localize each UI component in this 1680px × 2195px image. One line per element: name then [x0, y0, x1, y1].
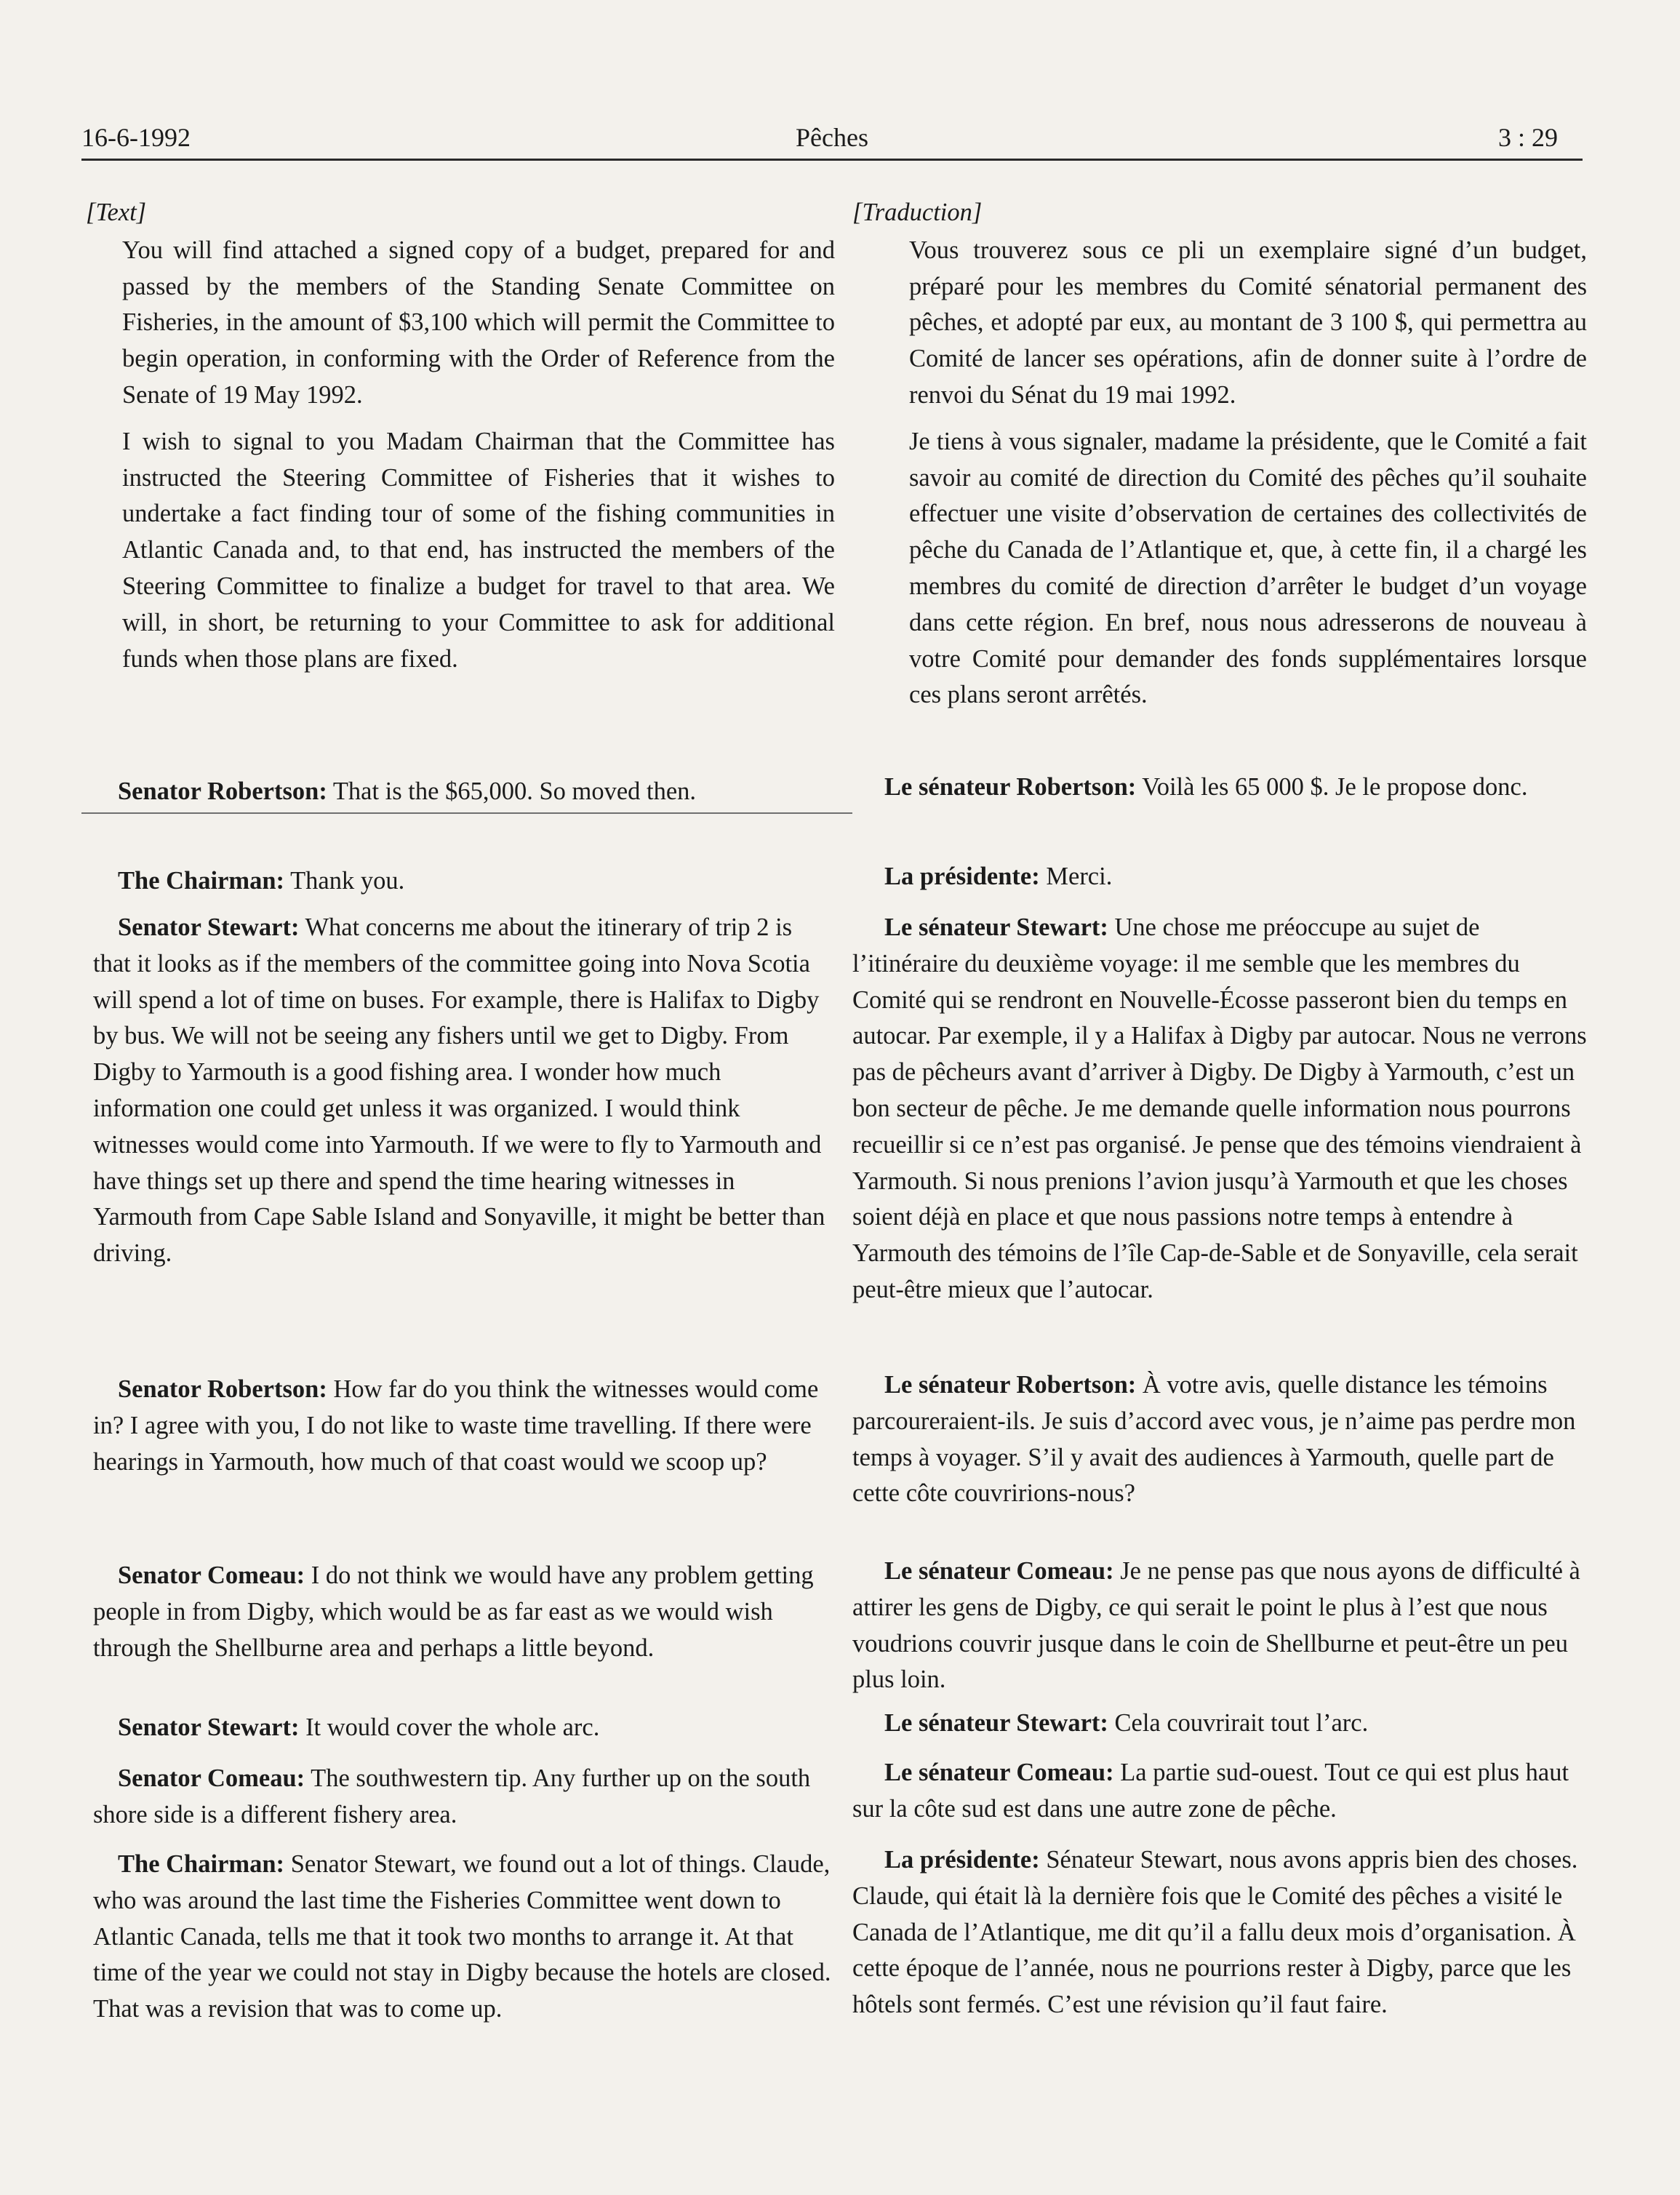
speech-text: What concerns me about the itinerary of trip 2 is that it looks as if the members of the committee going into Nova Scotia will spend a lot of time on buses. For example, there is Halifax to Digby by bus. We will not be seeing any fishers until we get to Digby. From Digby to Yarmouth is a good fishing area. I wonder how much information one could get unless it was organized. I would think witnesses would come into Yarmouth. If we were to fly to Yarmouth and have things set up there and spend the time hearing witnesses in Yarmouth from Cape Sable Island and Sonyaville, it might be better than driving. [93, 913, 825, 1268]
speech-text-fr: Merci. [1039, 863, 1113, 890]
letter-paragraph-1-fr: Vous trouverez sous ce pli un exemplaire signé d’un budget, préparé pour les membres du Comité sénatorial permanent des pêches, et adopté par eux, au montant de 3 100 $, qui permettra au Comité de lancer ses opérations, afin de donner suite à l’ordre de renvoi du Sénat du 19 mai 1992. [909, 236, 1587, 409]
french-column [852, 195, 1587, 713]
speaker-name-fr: La présidente: [884, 1846, 1040, 1874]
speaker-name: Senator Comeau: [118, 1764, 305, 1792]
speech-turn [93, 1710, 835, 1746]
speaker-name: Senator Comeau: [118, 1562, 305, 1589]
speaker-name: Senator Robertson: [118, 777, 327, 805]
speaker-name: The Chairman: [118, 867, 285, 895]
speech-turn [93, 774, 835, 810]
speech-turn [93, 910, 835, 1272]
speech-turn [93, 1372, 835, 1480]
speaker-name: The Chairman: [118, 1850, 285, 1878]
speech-turn-fr [852, 1554, 1587, 1698]
header-date: 16-6-1992 [81, 123, 191, 152]
speech-text-fr: Cela couvrirait tout l’arc. [1108, 1709, 1369, 1737]
speech-text: Senator Stewart, we found out a lot of things. Claude, who was around the last time the Fisheries Committee went down to Atlantic Canada, tells me that it took two months to arrange it. At that time of the year we could not stay in Digby because the hotels are closed. That was a revision that was to come up. [93, 1850, 831, 2023]
letter-paragraph-1: You will find attached a signed copy of a budget, prepared for and passed by the members of the Standing Senate Committee on Fisheries, in the amount of $3,100 which will permit the Committee to begin operation, in conforming with the Order of Reference from the Senate of 19 May 1992. [122, 236, 835, 409]
speech-turn-fr [852, 910, 1587, 1308]
section-divider [81, 812, 852, 814]
speaker-name-fr: Le sénateur Stewart: [884, 913, 1108, 941]
speech-text: The southwestern tip. Any further up on the south shore side is a different fishery area. [93, 1764, 811, 1828]
speech-turn [93, 1761, 835, 1834]
speech-turn [93, 863, 835, 900]
speaker-name-fr: Le sénateur Robertson: [884, 773, 1137, 801]
speech-text-fr: À votre avis, quelle distance les témoins parcoureraient-ils. Je suis d’accord avec vous, je n’aime pas perdre mon temps à voyager. S’il y avait des audiences à Yarmouth, quelle part de cette côte couvririons-nous? [852, 1371, 1576, 1508]
speech-text: How far do you think the witnesses would come in? I agree with you, I do not like to waste time travelling. If there were hearings in Yarmouth, how much of that coast would we scoop up? [93, 1375, 819, 1476]
english-column [86, 195, 835, 677]
header-page-number: 3 : 29 [1497, 123, 1558, 152]
speech-text: That is the $65,000. So moved then. [327, 777, 697, 805]
speaker-name-fr: Le sénateur Comeau: [884, 1557, 1114, 1585]
speech-turn-fr [852, 1367, 1587, 1512]
speaker-name-fr: Le sénateur Robertson: [884, 1371, 1137, 1399]
speech-text: It would cover the whole arc. [299, 1714, 600, 1741]
speech-text-fr: Une chose me préoccupe au sujet de l’itinéraire du deuxième voyage: il me semble que les membres du Comité qui se rendront en Nouvelle-Écosse passeront bien du temps en autocar. Par exemple, il y a Halifax à Digby par autocar. Nous ne verrons pas de pêcheurs avant d’arriver à Digby. De Digby à Yarmouth, c’est un bon secteur de pêche. Je me demande quelle information nous pourrons recueillir si ce n’est pas organisé. Je pense que des témoins viendraient à Yarmouth. Si nous prenions l’avion jusqu’à Yarmouth et que les choses soient déjà en place et que nous passions notre temps à entendre à Yarmouth des témoins de l’île Cap-de-Sable et de Sonyaville, cela serait peut-être mieux que l’autocar. [852, 913, 1587, 1303]
speech-text-fr: Je ne pense pas que nous ayons de difficulté à attirer les gens de Digby, ce qui serait le point le plus à l’est que nous voudrions couvrir jusque dans le coin de Shellburne et peut-être un peu plus loin. [852, 1557, 1580, 1694]
letter-paragraph-2: I wish to signal to you Madam Chairman that the Committee has instructed the Steering Committee of Fisheries that it wishes to undertake a fact finding tour of some of the fishing communities in Atlantic Canada and, to that end, has instructed the members of the Steering Committee to finalize a budget for travel to that area. We will, in short, be returning to your Committee to ask for additional funds when those plans are fixed. [122, 427, 835, 673]
traduction-tag: [Traduction] [852, 199, 983, 226]
speech-turn-fr [852, 769, 1587, 806]
speaker-name-fr: La présidente: [884, 863, 1040, 890]
speech-text: Thank you. [284, 867, 405, 895]
text-tag: [Text] [86, 199, 147, 226]
speech-turn-fr [852, 859, 1587, 895]
speaker-name-fr: Le sénateur Stewart: [884, 1709, 1108, 1737]
speaker-name: Senator Stewart: [118, 1714, 300, 1741]
speaker-name: Senator Robertson: [118, 1375, 327, 1403]
speech-text-fr: Voilà les 65 000 $. Je le propose donc. [1136, 773, 1528, 801]
speech-text-fr: La partie sud-ouest. Tout ce qui est plus haut sur la côte sud est dans une autre zone de pêche. [852, 1759, 1569, 1823]
speech-text-fr: Sénateur Stewart, nous avons appris bien des choses. Claude, qui était là la dernière fois que le Comité des pêches a visité le Canada de l’Atlantique, me dit qu’il a fallu deux mois d’organisation. À cette époque de l’année, nous ne pourrions rester à Digby, parce que les hôtels sont fermés. C’est une révision qu’il faut faire. [852, 1846, 1578, 2019]
header-title: Pêches [796, 123, 868, 152]
speech-turn [93, 1847, 835, 2028]
speech-text: I do not think we would have any problem getting people in from Digby, which would be as far east as we would wish through the Shellburne area and perhaps a little beyond. [93, 1562, 814, 1662]
speech-turn-fr [852, 1755, 1587, 1828]
page-header [81, 122, 1583, 161]
speech-turn-fr [852, 1706, 1587, 1742]
speaker-name: Senator Stewart: [118, 913, 300, 941]
letter-paragraph-2-fr: Je tiens à vous signaler, madame la présidente, que le Comité a fait savoir au comité de direction du Comité des pêches qu’il souhaite effectuer une visite d’observation de certaines des collectivités de pêche du Canada de l’Atlantique et, que, à cette fin, il a chargé les membres du comité de direction d’arrêter le budget d’un voyage dans cette région. En bref, nous nous adresserons de nouveau à votre Comité pour demander des fonds supplémentaires lorsque ces plans seront arrêtés. [909, 427, 1587, 709]
speech-turn [93, 1558, 835, 1666]
speech-turn-fr [852, 1842, 1587, 2023]
speaker-name-fr: Le sénateur Comeau: [884, 1759, 1114, 1786]
